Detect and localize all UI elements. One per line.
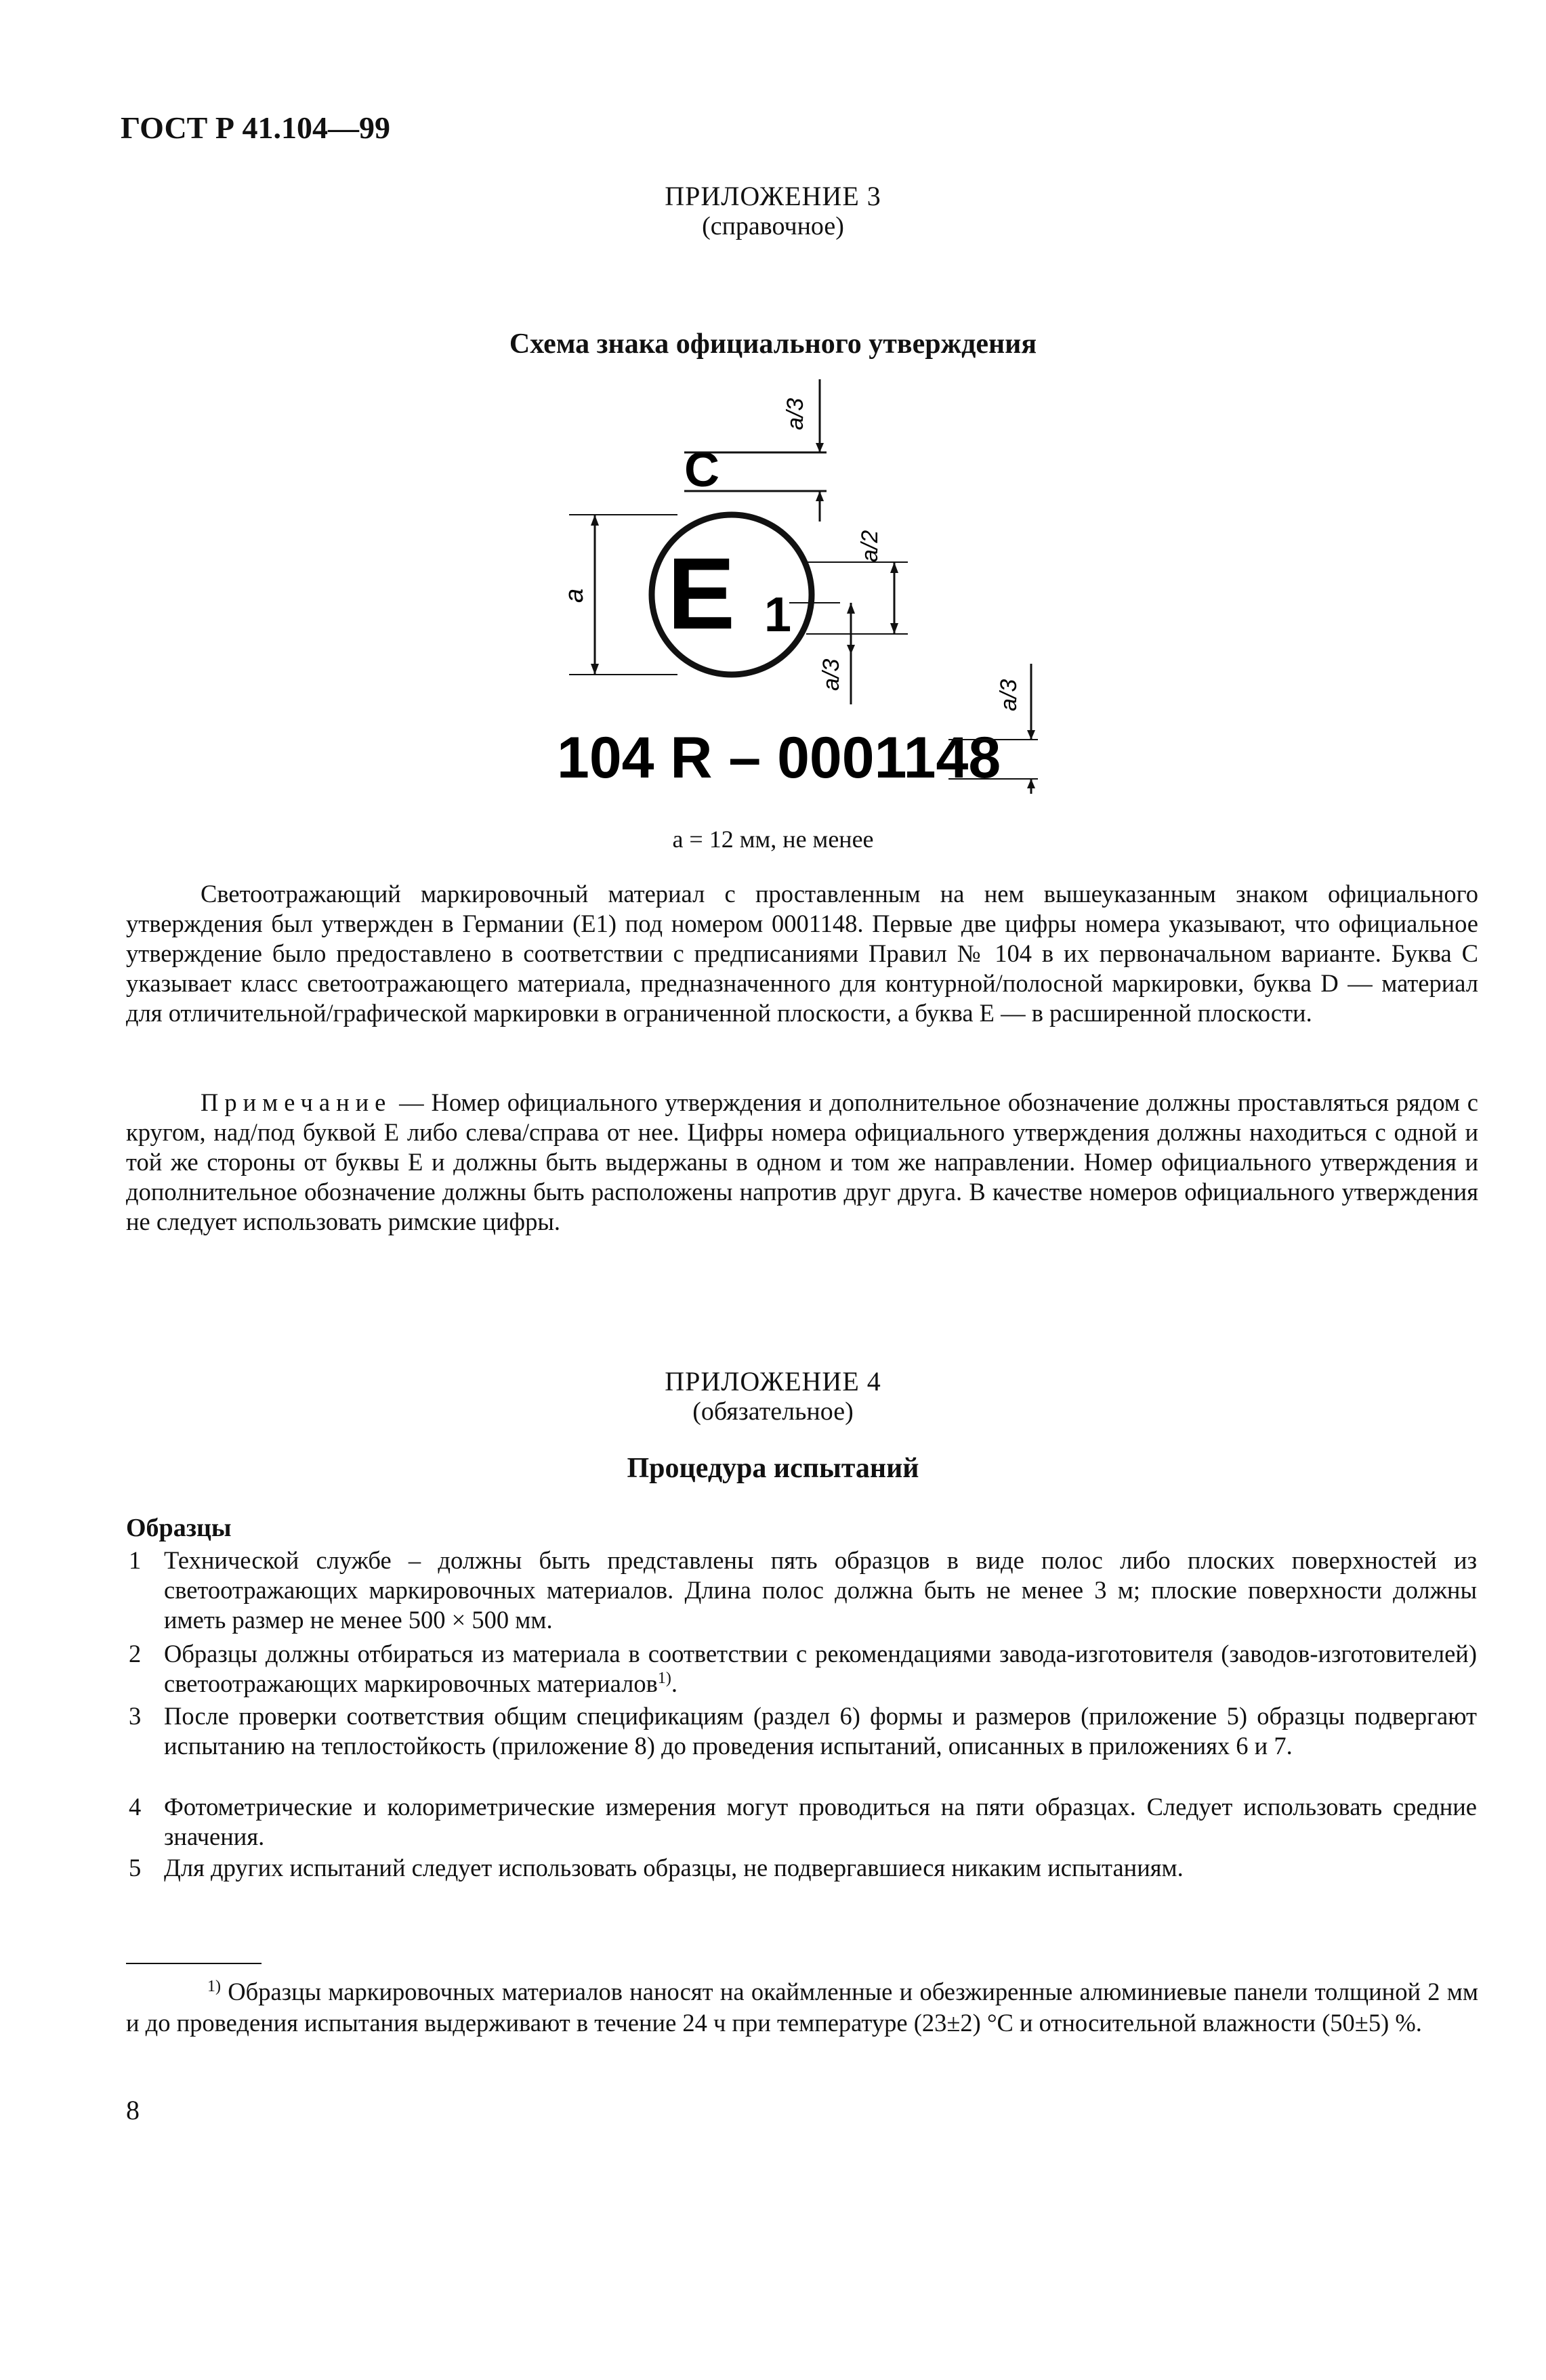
list-item: 3 После проверки соответствия общим спецификациям (раздел 6) формы и размеров (приложение 5) образцы подвергают испытанию на теплостойкость (приложение 8) до проведения испытаний, описанных в приложениях 6 и 7.	[129, 1702, 1477, 1760]
dim-a-left: a	[560, 588, 589, 603]
list-item: 5 Для других испытаний следует использовать образцы, не подвергавшиеся никаким испытаниям.	[129, 1854, 1184, 1882]
appendix-4-subtitle: (обязательное)	[692, 1397, 854, 1426]
note-text: — Номер официального утверждения и дополнительное обозначение должны проставляться рядом с кругом, над/под буквой Е либо слева/справа от нее. Цифры номера официального утверждения должны находиться с одной и той же стороны от буквы Е и должны быть выдержаны в одном и том же направлении. Номер официального утверждения и дополнительное обозначение должны быть расположены напротив друг друга. В качестве номеров официального утверждения не следует использовать римские цифры.	[126, 1088, 1479, 1235]
letter-e: Е	[667, 536, 736, 650]
document-code: ГОСТ Р 41.104—99	[121, 110, 390, 145]
note-label: Примечание	[201, 1088, 392, 1116]
dimension-note: a = 12 мм, не менее	[672, 826, 874, 853]
list-item: 4 Фотометрические и колориметрические измерения могут проводиться на пяти образцах. Следует использовать средние значения.	[129, 1793, 1477, 1850]
footnote: $^{1)}$ Образцы маркировочных материалов наносят на окаймленные и обезжиренные алюминиевые панели толщиной 2 мм и до проведения испытания выдерживают в течение 24 ч при температуре (23±2) °С и относительной влажности (50±5) %.	[126, 1977, 1478, 2037]
appendix-4-heading: Процедура испытаний	[627, 1453, 919, 1484]
description-paragraph: Светоотражающий маркировочный материал с проставленным на нем вышеуказанным знаком официального утверждения был утвержден в Германии (Е1) под номером 0001148. Первые две цифры номера указывают, что официальное утверждение было предоставлено в соответствии с предписаниями Правил № 104 в их первоначальном варианте. Буква С указывает класс светоотражающего материала, предназначенного для контурной/полосной маркировки, буква D — материал для отличительной/графической маркировки в ограниченной плоскости, а буква Е — в расширенной плоскости.	[126, 880, 1478, 1027]
note-paragraph	[126, 1088, 1478, 1237]
dim-a3-code: a/3	[996, 679, 1022, 711]
appendix-3-heading: Схема знака официального утверждения	[509, 328, 1037, 360]
footnote-divider	[126, 1963, 262, 1964]
dim-a3-digit: a/3	[818, 658, 844, 691]
appendix-3-subtitle: (справочное)	[702, 212, 844, 240]
approval-code: 104 R – 0001148	[557, 725, 1001, 790]
appendix-4-title: ПРИЛОЖЕНИЕ 4	[665, 1366, 881, 1397]
appendix-3-title: ПРИЛОЖЕНИЕ 3	[665, 181, 881, 211]
list-item: 2 Образцы должны отбираться из материала в соответствии с рекомендациями завода-изготовителя (заводов-изготовителей) светоотражающих маркировочных материалов$^{1)}$.	[129, 1640, 1477, 1697]
letter-c: С	[684, 443, 719, 497]
dim-a2: a/2	[857, 530, 883, 562]
approval-mark-diagram	[515, 379, 1125, 799]
list-item: 1 Технической службе – должны быть представлены пять образцов в виде полос либо плоских поверхностей из светоотражающих маркировочных материалов. Длина полос должна быть не менее 3 м; плоские поверхности должны иметь размер не менее 500 × 500 мм.	[129, 1546, 1477, 1634]
page-number: 8	[126, 2095, 140, 2125]
country-number: 1	[764, 588, 792, 642]
dim-a3-top: a/3	[782, 398, 808, 430]
section-title: Образцы	[126, 1514, 232, 1542]
